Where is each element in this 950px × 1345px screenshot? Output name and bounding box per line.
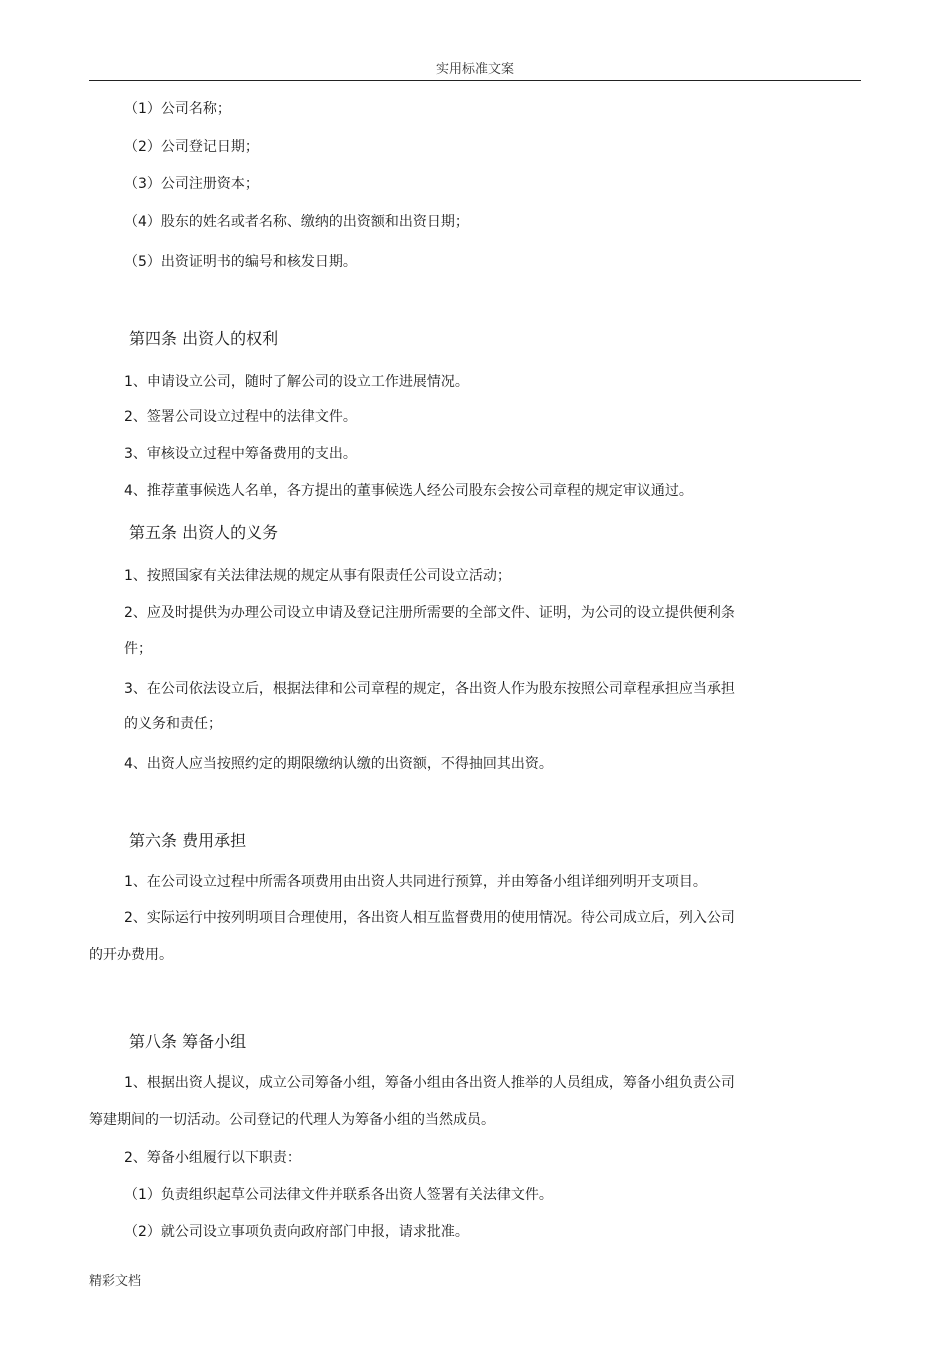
page-header: 实用标准文案: [435, 62, 514, 77]
list-item: 1、按照国家有关法律法规的规定从事有限责任公司设立活动；: [124, 568, 511, 584]
section-heading: 第五条 出资人的义务: [129, 523, 279, 542]
list-item: 2、签署公司设立过程中的法律文件。: [124, 409, 357, 425]
list-item: （4）股东的姓名或者名称、缴纳的出资额和出资日期；: [124, 214, 469, 230]
page-footer: 精彩文档: [89, 1274, 142, 1289]
list-item: （2）就公司设立事项负责向政府部门申报，请求批准。: [124, 1224, 469, 1240]
list-item: （2）公司登记日期；: [124, 139, 259, 155]
list-item: 1、根据出资人提议，成立公司筹备小组，筹备小组由各出资人推举的人员组成，筹备小组负责公司: [124, 1075, 735, 1091]
list-item: （1）负责组织起草公司法律文件并联系各出资人签署有关法律文件。: [124, 1187, 553, 1203]
list-item: 件；: [124, 641, 152, 657]
list-item: 4、推荐董事候选人名单，各方提出的董事候选人经公司股东会按公司章程的规定审议通过。: [124, 483, 693, 499]
list-item: 的开办费用。: [89, 947, 173, 963]
list-item: 4、出资人应当按照约定的期限缴纳认缴的出资额，不得抽回其出资。: [124, 756, 553, 772]
section-heading: 第六条 费用承担: [129, 831, 247, 850]
section-heading: 第八条 筹备小组: [129, 1032, 247, 1051]
list-item: 2、应及时提供为办理公司设立申请及登记注册所需要的全部文件、证明，为公司的设立提供便利条: [124, 605, 735, 621]
list-item: 2、实际运行中按列明项目合理使用，各出资人相互监督费用的使用情况。待公司成立后，列入公司: [124, 910, 735, 926]
list-item: 的义务和责任；: [124, 716, 222, 732]
list-item: （1）公司名称；: [124, 101, 231, 117]
header-rule: [89, 80, 861, 81]
list-item: 3、审核设立过程中筹备费用的支出。: [124, 446, 357, 462]
list-item: 筹建期间的一切活动。公司登记的代理人为筹备小组的当然成员。: [89, 1112, 495, 1128]
list-item: （3）公司注册资本；: [124, 176, 259, 192]
list-item: 1、在公司设立过程中所需各项费用由出资人共同进行预算，并由筹备小组详细列明开支项目。: [124, 874, 707, 890]
list-item: 2、筹备小组履行以下职责：: [124, 1150, 301, 1166]
list-item: （5）出资证明书的编号和核发日期。: [124, 254, 357, 270]
list-item: 3、在公司依法设立后，根据法律和公司章程的规定，各出资人作为股东按照公司章程承担应当承担: [124, 681, 735, 697]
list-item: 1、申请设立公司，随时了解公司的设立工作进展情况。: [124, 374, 469, 390]
section-heading: 第四条 出资人的权利: [129, 329, 279, 348]
